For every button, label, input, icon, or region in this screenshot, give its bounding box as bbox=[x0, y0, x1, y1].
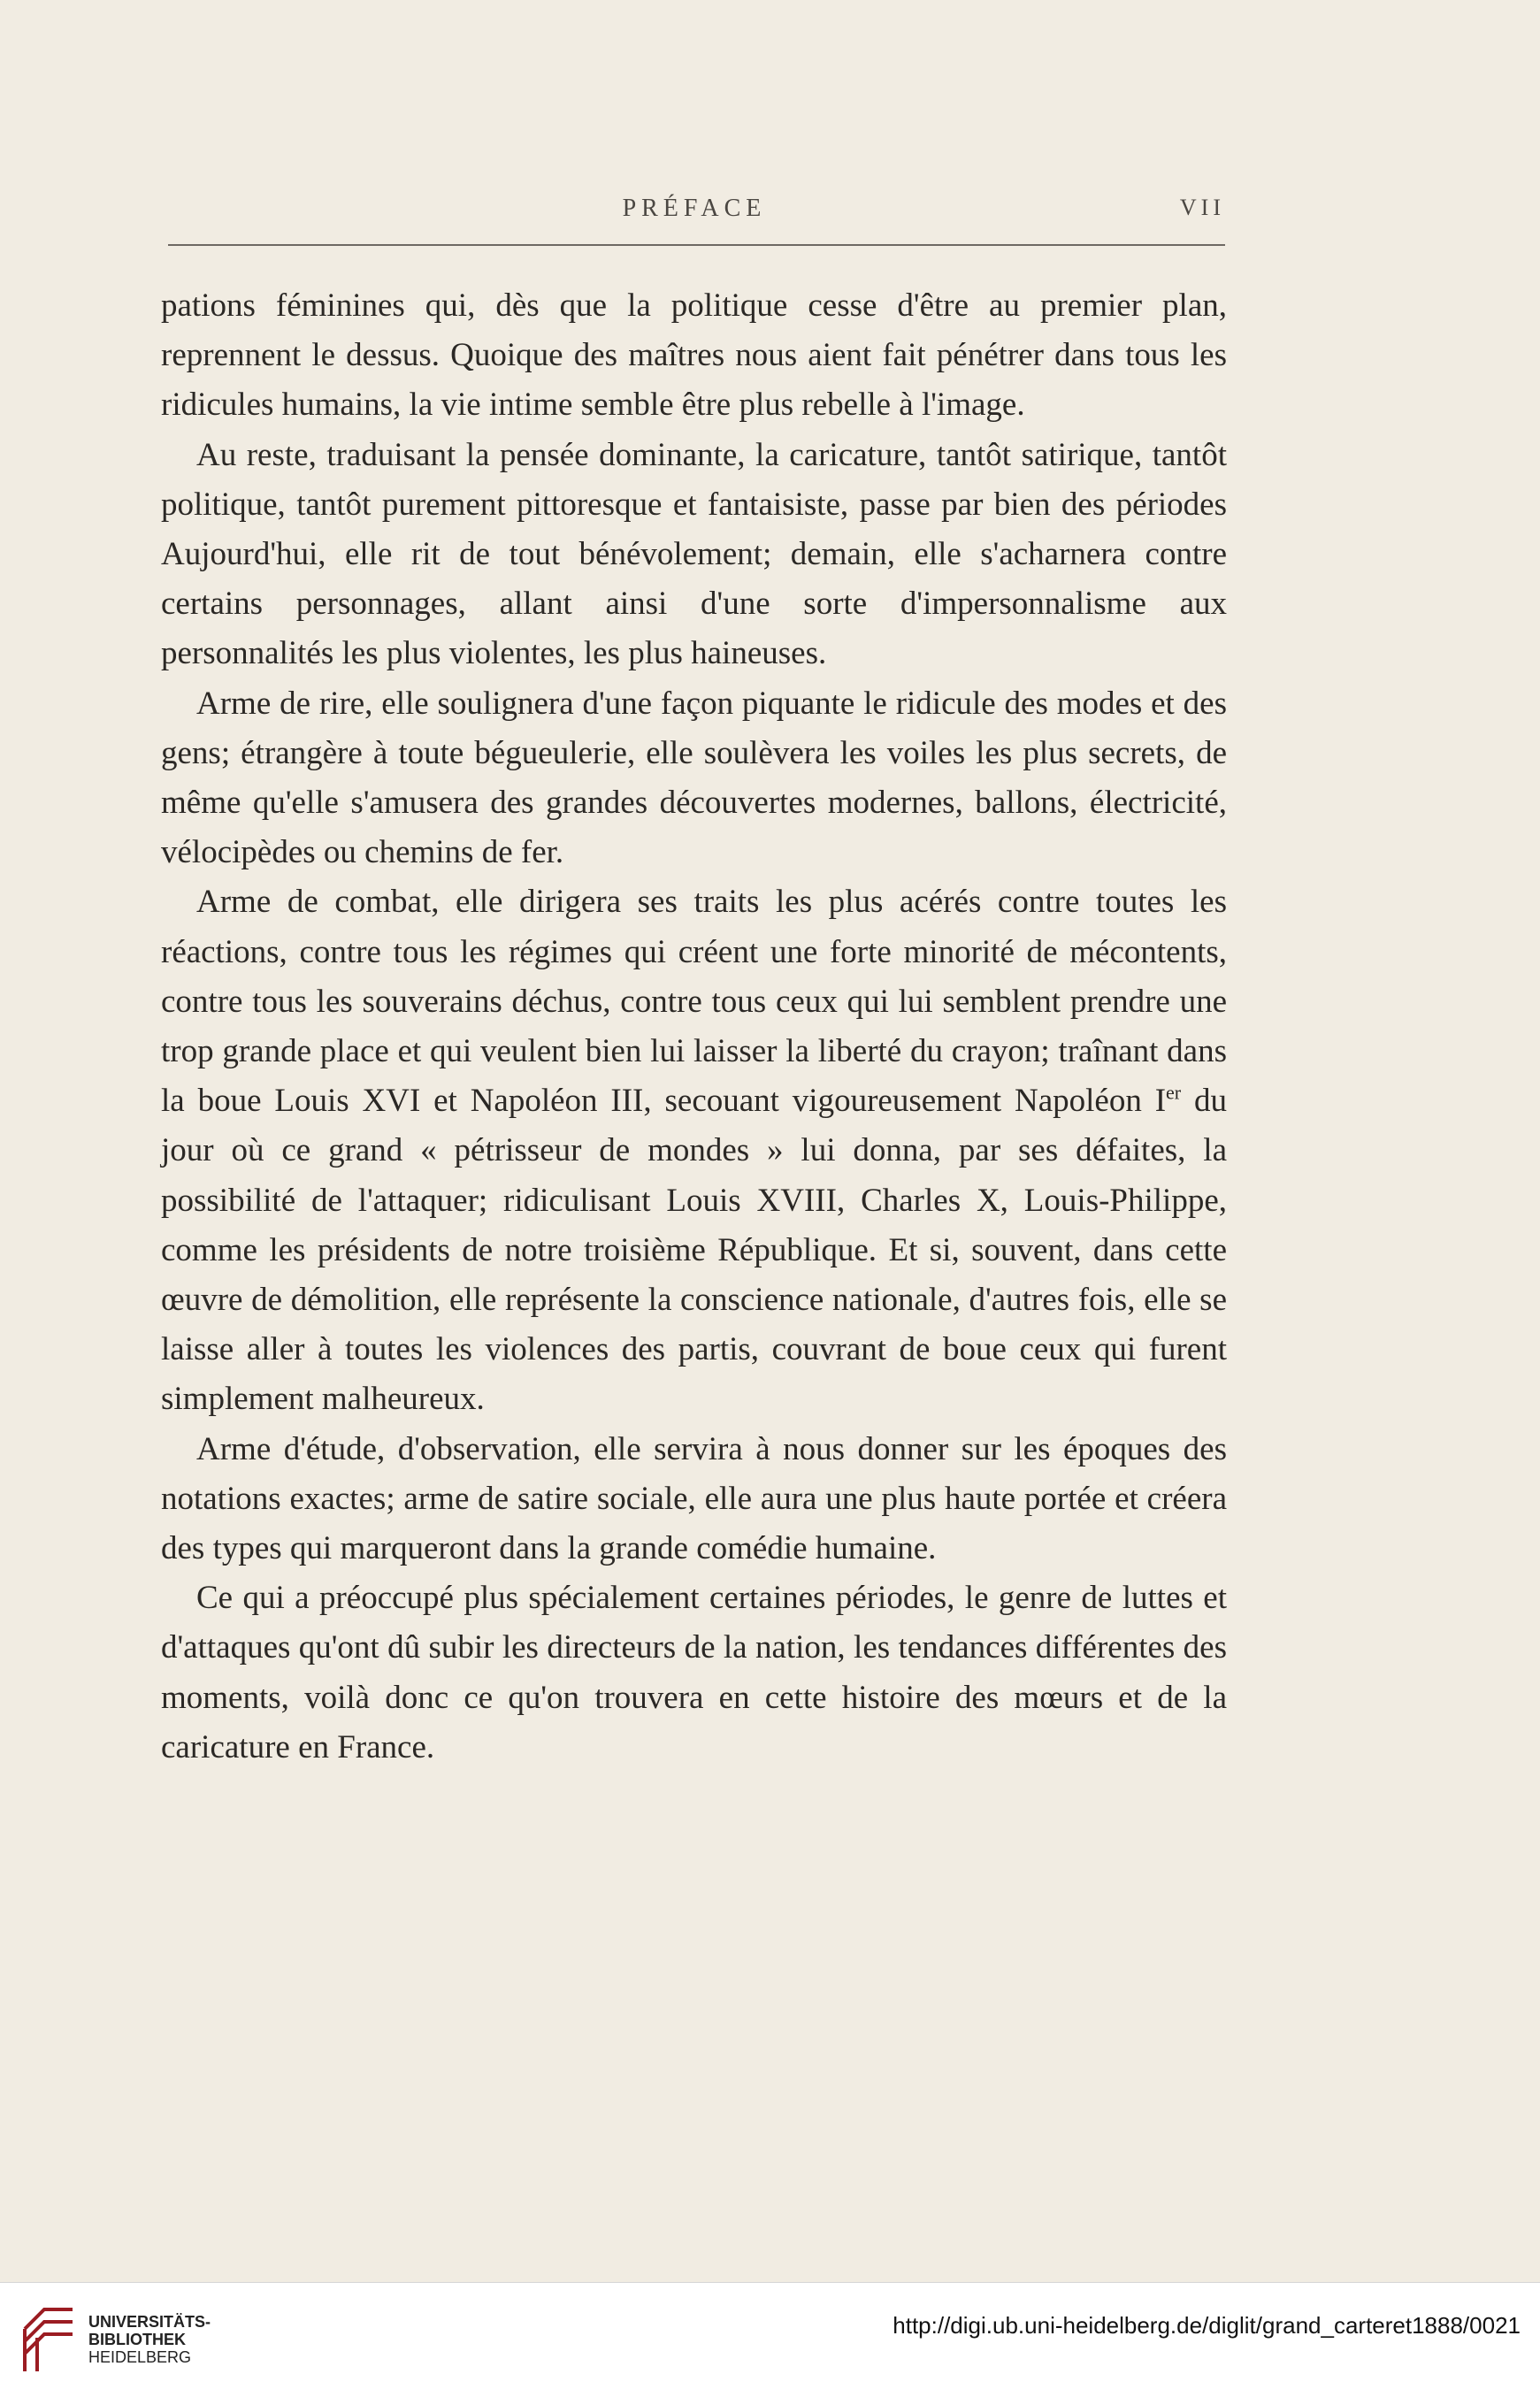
body-text bbox=[161, 281, 1227, 1773]
page-number: VII bbox=[1179, 195, 1225, 220]
paragraph-3: Arme de rire, elle soulignera d'une façon piquante le ridicule des modes et des gens; étrangère à toute bégueulerie, elle soulèvera les voiles les plus secrets, de même qu'elle s'amusera des grandes découvertes modernes, ballons, électricité, vélocipèdes ou chemins de fer. bbox=[161, 685, 1227, 871]
paragraph-4-part-1: Arme de combat, elle dirigera ses traits les plus acérés contre toutes les réactions, contre tous les régimes qui créent une forte minorité de mécontents, contre tous les souverains déchus, contre tous ceux qui lui semblent prendre une trop grande place et qui veulent bien lui laisser la liberté du crayon; traînant dans la boue Louis XVI et Napoléon III, secouant vigoureusement Napoléon I bbox=[161, 884, 1227, 1120]
paragraph-4 bbox=[161, 877, 1227, 1424]
paragraph-6: Ce qui a préoccupé plus spécialement certaines périodes, le genre de luttes et d'attaques qu'ont dû subir les directeurs de la nation, les tendances différentes des moments, voilà donc ce qu'on trouvera en cette histoire des mœurs et de la caricature en France. bbox=[161, 1580, 1227, 1765]
library-name-line-3: HEIDELBERG bbox=[88, 2348, 192, 2366]
header-rule bbox=[168, 244, 1225, 246]
library-name-line-1: UNIVERSITÄTS- bbox=[88, 2313, 211, 2331]
source-url-link[interactable]: http://digi.ub.uni-heidelberg.de/diglit/grand_carteret1888/0021 bbox=[893, 2312, 1521, 2339]
running-head bbox=[164, 195, 1225, 230]
library-logo-icon bbox=[18, 2302, 80, 2377]
paragraph-4-part-2: du jour où ce grand « pétrisseur de mondes » lui donna, par ses défaites, la possibilité de l'attaquer; ridiculisant Louis XVIII, Charles X, Louis-Philippe, comme les présidents de notre troisième République. Et si, souvent, dans cette œuvre de démolition, elle représente la conscience nationale, d'autres fois, elle se laisse aller à toutes les violences des partis, couvrant de boue ceux qui furent simplement malheureux. bbox=[161, 1083, 1227, 1418]
paragraph-1: pations féminines qui, dès que la politique cesse d'être au premier plan, reprennent le dessus. Quoique des maîtres nous aient fait pénétrer dans tous les ridicules humains, la vie intime semble être plus rebelle à l'image. bbox=[161, 287, 1227, 424]
library-name-line-2: BIBLIOTHEK bbox=[88, 2331, 186, 2348]
library-name bbox=[88, 2313, 211, 2366]
digitization-footer bbox=[0, 2282, 1540, 2397]
paragraph-2: Au reste, traduisant la pensée dominante, la caricature, tantôt satirique, tantôt politique, tantôt purement pittoresque et fantaisiste, passe par bien des périodes Aujourd'hui, elle rit de tout bénévolement; demain, elle s'acharnera contre certains personnages, allant ainsi d'une sorte d'impersonnalisme aux personnalités les plus violentes, les plus haineuses. bbox=[161, 436, 1227, 672]
superscript-er: er bbox=[1166, 1081, 1182, 1104]
running-title: PRÉFACE bbox=[622, 195, 767, 222]
paragraph-5: Arme d'étude, d'observation, elle servira à nous donner sur les époques des notations exactes; arme de satire sociale, elle aura une plus haute portée et créera des types qui marqueront dans la grande comédie humaine. bbox=[161, 1430, 1227, 1567]
